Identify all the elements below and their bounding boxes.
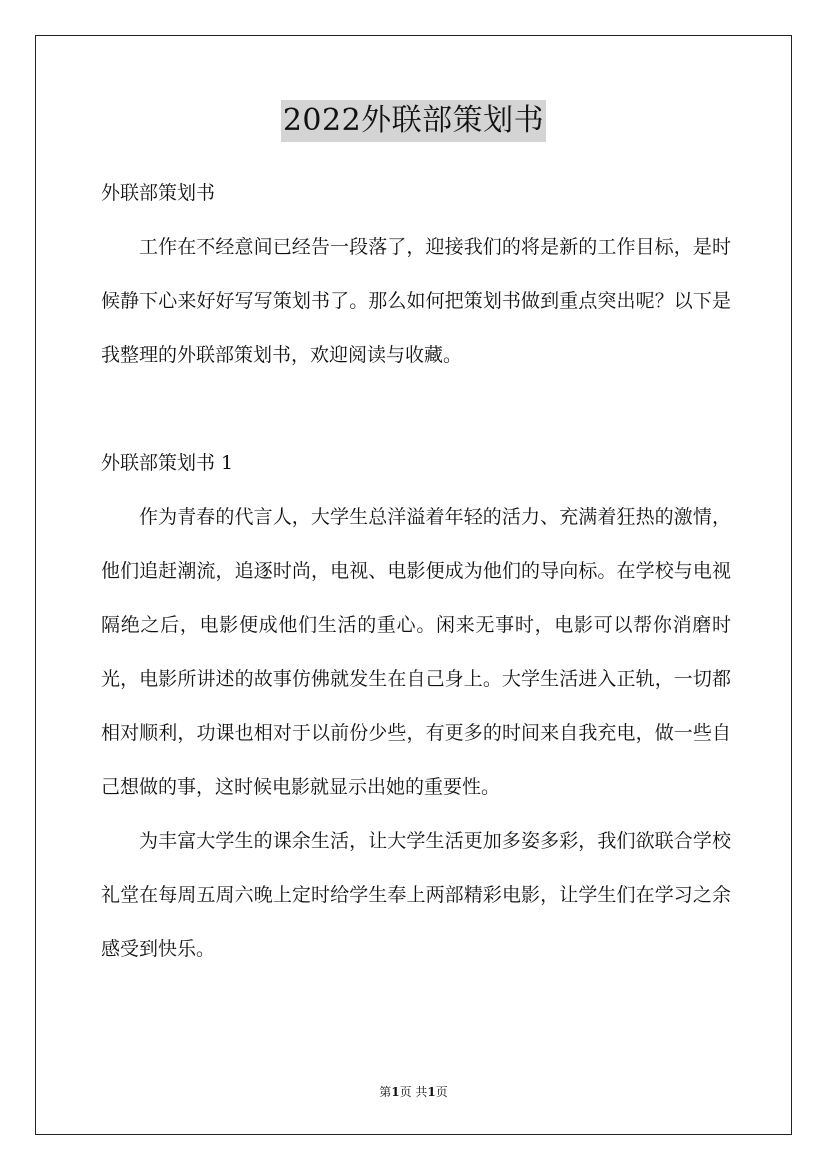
page-footer <box>0 1083 827 1101</box>
footer-current-page: 1 <box>391 1085 400 1099</box>
title-container <box>0 100 827 142</box>
footer-total-suffix: 页 <box>435 1085 448 1099</box>
footer-prefix: 第 <box>379 1085 392 1099</box>
footer-page-suffix: 页 <box>399 1085 412 1099</box>
footer-total-pages: 1 <box>427 1085 436 1099</box>
section-heading: 外联部策划书 1 <box>101 452 234 474</box>
subtitle: 外联部策划书 <box>101 182 216 204</box>
intro-paragraph: 工作在不经意间已经告一段落了，迎接我们的将是新的工作目标，是时候静下心来好好写写策划书了。那么如何把策划书做到重点突出呢？以下是我整理的外联部策划书，欢迎阅读与收藏。 <box>101 236 731 366</box>
document-body <box>101 166 731 976</box>
body-paragraph: 为丰富大学生的课余生活，让大学生活更加多姿多彩，我们欲联合学校礼堂在每周五周六晚上定时给学生奉上两部精彩电影，让学生们在学习之余感受到快乐。 <box>101 830 731 960</box>
body-paragraph: 作为青春的代言人，大学生总洋溢着年轻的活力、充满着狂热的激情，他们追赶潮流，追逐时尚，电视、电影便成为他们的导向标。在学校与电视隔绝之后，电影便成他们生活的重心。闲来无事时，电影可以帮你消磨时光，电影所讲述的故事仿佛就发生在自己身上。大学生活进入正轨，一切都相对顺利，功课也相对于以前份少些，有更多的时间来自我充电，做一些自己想做的事，这时候电影就显示出她的重要性。 <box>101 506 731 798</box>
footer-total-prefix: 共 <box>415 1085 428 1099</box>
document-title: 2022外联部策划书 <box>281 100 546 142</box>
section-spacer <box>101 382 731 436</box>
